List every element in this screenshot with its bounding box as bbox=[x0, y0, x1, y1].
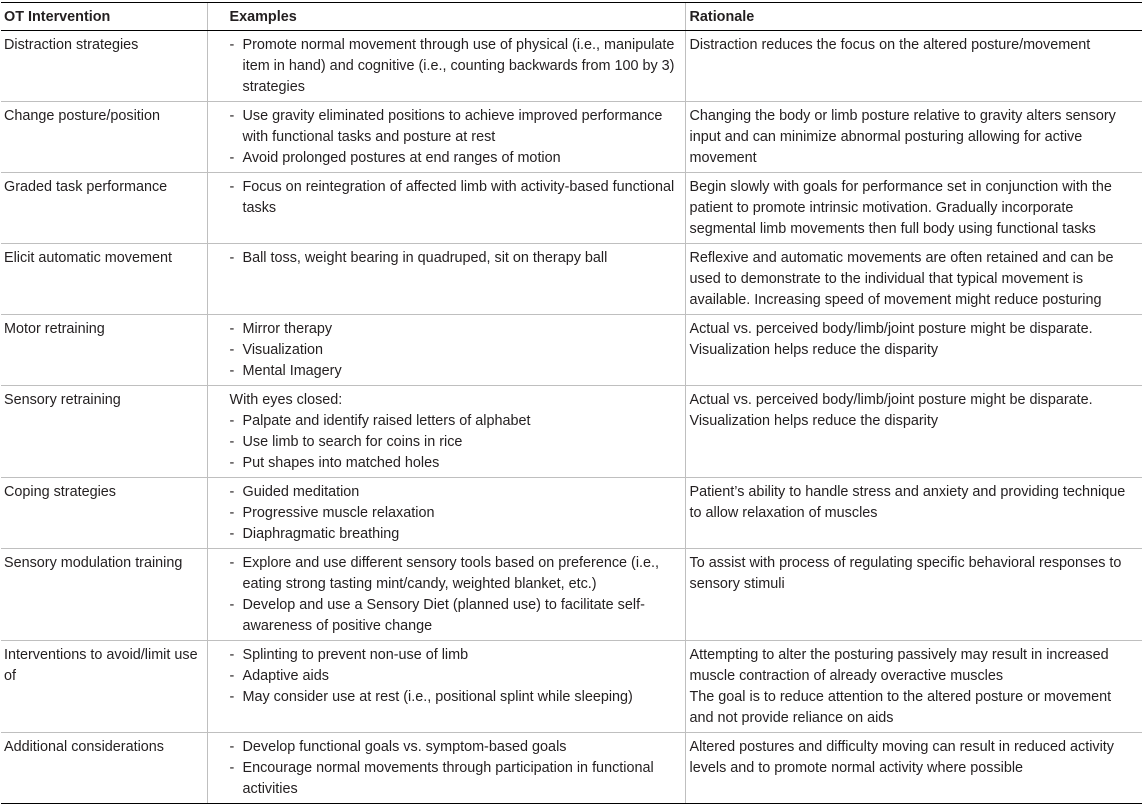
example-item: - Encourage normal movements through participation in functional activities bbox=[230, 758, 682, 800]
examples-cell bbox=[207, 478, 685, 549]
intervention-cell: Distraction strategies bbox=[1, 31, 207, 102]
rationale-cell bbox=[685, 31, 1142, 102]
header-ot-intervention: OT Intervention bbox=[1, 3, 207, 31]
examples-list bbox=[230, 737, 682, 800]
rationale-cell bbox=[685, 315, 1142, 386]
header-row bbox=[1, 3, 1142, 31]
examples-cell bbox=[207, 386, 685, 478]
table-body bbox=[1, 31, 1142, 804]
example-item: - Develop functional goals vs. symptom-based goals bbox=[230, 737, 682, 758]
rationale-cell bbox=[685, 549, 1142, 641]
intervention-cell: Additional considerations bbox=[1, 733, 207, 804]
intervention-cell: Sensory retraining bbox=[1, 386, 207, 478]
example-item: - Guided meditation bbox=[230, 482, 682, 503]
table-row bbox=[1, 173, 1142, 244]
examples-cell bbox=[207, 31, 685, 102]
example-item: - Splinting to prevent non-use of limb bbox=[230, 645, 682, 666]
rationale-text: To assist with process of regulating specific behavioral responses to sensory stimuli bbox=[689, 555, 1122, 592]
examples-cell bbox=[207, 173, 685, 244]
rationale-cell bbox=[685, 173, 1142, 244]
table-row bbox=[1, 102, 1142, 173]
table-row bbox=[1, 641, 1142, 733]
example-item: - Develop and use a Sensory Diet (planned use) to facilitate self-awareness of positive change bbox=[230, 595, 682, 637]
example-item: - Avoid prolonged postures at end ranges of motion bbox=[230, 148, 682, 169]
intervention-cell: Sensory modulation training bbox=[1, 549, 207, 641]
table-row bbox=[1, 315, 1142, 386]
rationale-text: Attempting to alter the posturing passively may result in increased muscle contraction of already overactive muscles bbox=[689, 647, 1109, 684]
rationale-text: The goal is to reduce attention to the altered posture or movement and not provide reliance on aids bbox=[689, 689, 1112, 726]
example-item: - Put shapes into matched holes bbox=[230, 453, 682, 474]
rationale-text: Altered postures and difficulty moving can result in reduced activity levels and to promote normal activity where possible bbox=[689, 739, 1114, 776]
example-item: - Ball toss, weight bearing in quadruped, sit on therapy ball bbox=[230, 248, 682, 269]
example-item: - Mirror therapy bbox=[230, 319, 682, 340]
rationale-cell bbox=[685, 386, 1142, 478]
example-item: - Focus on reintegration of affected limb with activity-based functional tasks bbox=[230, 177, 682, 219]
example-item: - Visualization bbox=[230, 340, 682, 361]
rationale-cell bbox=[685, 641, 1142, 733]
examples-list bbox=[230, 482, 682, 545]
rationale-cell bbox=[685, 733, 1142, 804]
examples-list bbox=[230, 553, 682, 637]
table-row bbox=[1, 549, 1142, 641]
intervention-cell: Interventions to avoid/limit use of bbox=[1, 641, 207, 733]
table-row bbox=[1, 386, 1142, 478]
example-item: - Diaphragmatic breathing bbox=[230, 524, 682, 545]
examples-list bbox=[230, 411, 682, 474]
example-item: - Promote normal movement through use of physical (i.e., manipulate item in hand) and cognitive (i.e., counting backwards from 100 by 3) strategies bbox=[230, 35, 682, 98]
rationale-text: Actual vs. perceived body/limb/joint posture might be disparate. Visualization helps reduce the disparity bbox=[689, 321, 1093, 358]
intervention-cell: Elicit automatic movement bbox=[1, 244, 207, 315]
examples-cell bbox=[207, 102, 685, 173]
examples-cell bbox=[207, 641, 685, 733]
table-row bbox=[1, 478, 1142, 549]
rationale-text: Patient’s ability to handle stress and anxiety and providing technique to allow relaxation of muscles bbox=[689, 484, 1126, 521]
examples-cell bbox=[207, 244, 685, 315]
header-examples: Examples bbox=[207, 3, 685, 31]
rationale-cell bbox=[685, 102, 1142, 173]
example-item: - May consider use at rest (i.e., positional splint while sleeping) bbox=[230, 687, 682, 708]
intervention-cell: Graded task performance bbox=[1, 173, 207, 244]
rationale-cell bbox=[685, 478, 1142, 549]
table-row bbox=[1, 244, 1142, 315]
examples-list bbox=[230, 319, 682, 382]
examples-list bbox=[230, 35, 682, 98]
examples-list bbox=[230, 177, 682, 219]
table-row bbox=[1, 31, 1142, 102]
rationale-text: Reflexive and automatic movements are often retained and can be used to demonstrate to the individual that typical movement is available. Increasing speed of movement might reduce posturing bbox=[689, 250, 1114, 308]
examples-intro: With eyes closed: bbox=[229, 392, 343, 408]
example-item: - Adaptive aids bbox=[230, 666, 682, 687]
intervention-cell: Motor retraining bbox=[1, 315, 207, 386]
examples-list bbox=[230, 645, 682, 708]
examples-list bbox=[230, 248, 682, 269]
rationale-text: Actual vs. perceived body/limb/joint posture might be disparate. Visualization helps reduce the disparity bbox=[689, 392, 1093, 429]
example-item: - Explore and use different sensory tools based on preference (i.e., eating strong tasting mint/candy, weighted blanket, etc.) bbox=[230, 553, 682, 595]
intervention-cell: Change posture/position bbox=[1, 102, 207, 173]
rationale-text: Begin slowly with goals for performance set in conjunction with the patient to promote intrinsic motivation. Gradually incorporate segmental limb movements then full body using functional tasks bbox=[689, 179, 1112, 237]
example-item: - Use gravity eliminated positions to achieve improved performance with functional tasks and posture at rest bbox=[230, 106, 682, 148]
intervention-cell: Coping strategies bbox=[1, 478, 207, 549]
example-item: - Progressive muscle relaxation bbox=[230, 503, 682, 524]
rationale-cell bbox=[685, 244, 1142, 315]
examples-list bbox=[230, 106, 682, 169]
example-item: - Use limb to search for coins in rice bbox=[230, 432, 682, 453]
table-row bbox=[1, 733, 1142, 804]
example-item: - Palpate and identify raised letters of alphabet bbox=[230, 411, 682, 432]
rationale-text: Changing the body or limb posture relative to gravity alters sensory input and can minimize abnormal posturing allowing for active movement bbox=[689, 108, 1116, 166]
header-rationale: Rationale bbox=[685, 3, 1142, 31]
examples-cell bbox=[207, 549, 685, 641]
ot-intervention-table bbox=[1, 2, 1142, 804]
examples-cell bbox=[207, 733, 685, 804]
rationale-text: Distraction reduces the focus on the altered posture/movement bbox=[689, 37, 1091, 53]
examples-cell bbox=[207, 315, 685, 386]
example-item: - Mental Imagery bbox=[230, 361, 682, 382]
